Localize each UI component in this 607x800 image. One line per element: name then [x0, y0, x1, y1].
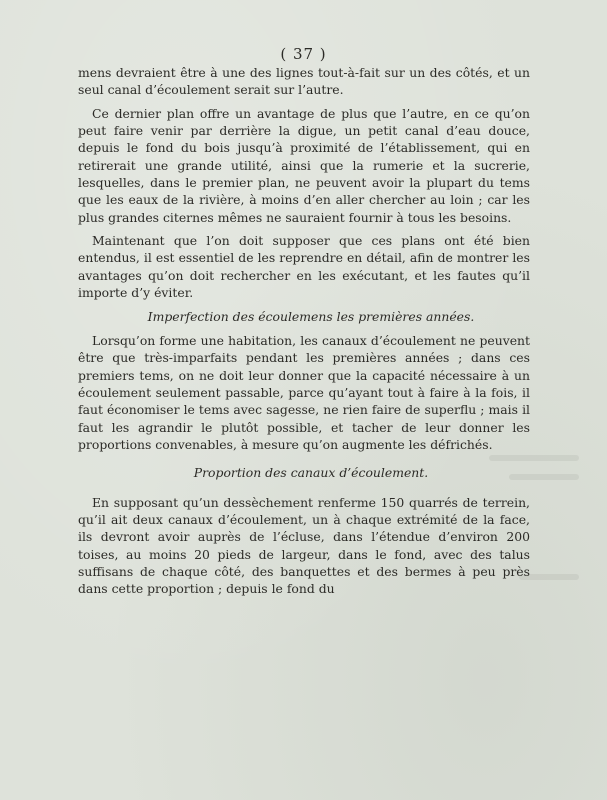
paragraph: Ce dernier plan offre un avantage de plus que l’autre, en ce qu’on peut faire venir par derrière la digue, un petit canal d’eau douce, depuis le fond du bois jusqu’à proximité de l’établissement, qui en retirerait une grande utilité, ainsi que la rumerie et la sucrerie, lesquelles, dans le premier plan, ne peuvent avoir la plupart du tems que les eaux de la rivière, à moins d’en aller chercher au loin ; car les plus grandes citernes mêmes ne sauraient fournir à tous les besoins. — [78, 105, 530, 225]
paragraph: Lorsqu’on forme une habitation, les canaux d’écoulement ne peuvent être que très-imparfaits pendant les premières années ; dans ces premiers tems, on ne doit leur donner que la capacité nécessaire à un écoulement seulement passable, parce qu’ayant tout à faire à la fois, il faut économiser le tems avec sagesse, ne rien faire de superflu ; mais il faut les agrandir le plutôt possible, et tacher de leur donner les proportions convenables, à mesure qu’on augmente les défrichés. — [78, 332, 530, 452]
body-text — [78, 64, 530, 604]
page-number: ( 37 ) — [280, 45, 327, 63]
paragraph: En supposant qu’un dessèchement renferme 150 quarrés de terrein, qu’il ait deux canaux d’écoulement, un à chaque extrémité de la face, ils devront avoir auprès de l’écluse, dans l’étendue d’environ 200 toises, au moins 20 pieds de largeur, dans le fond, avec des talus suffisans de chaque côté, des banquettes et des bermes à peu près dans cette proportion ; depuis le fond du — [78, 494, 530, 597]
paragraph-continuation: mens devraient être à une des lignes tout-à-fait sur un des côtés, et un seul canal d’écoulement serait sur l’autre. — [78, 65, 530, 98]
paragraph: Maintenant que l’on doit supposer que ces plans ont été bien entendus, il est essentiel de les reprendre en détail, afin de montrer les avantages qu’on doit rechercher en les exécutant, et les fautes qu’il importe d’y éviter. — [78, 233, 530, 301]
section-heading: Imperfection des écoulemens les premières années. — [147, 309, 475, 325]
section-heading: Proportion des canaux d’écoulement. — [193, 465, 429, 481]
